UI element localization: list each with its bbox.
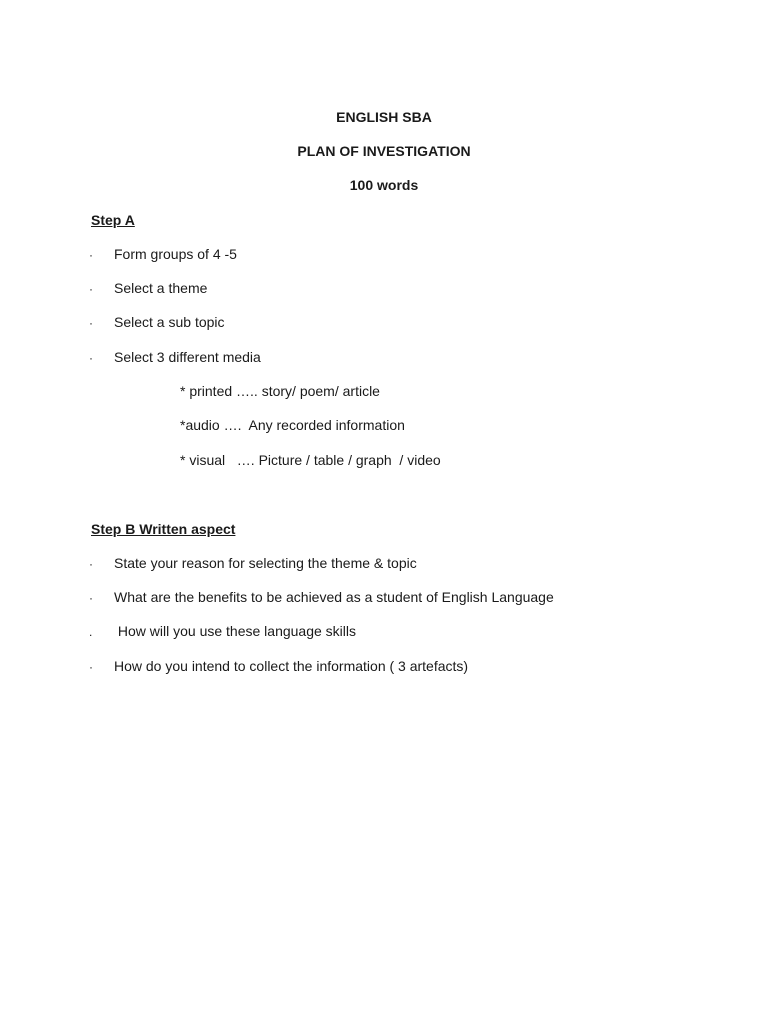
bullet-mark: · bbox=[89, 316, 93, 330]
list-item bbox=[89, 622, 356, 641]
list-item-text: What are the benefits to be achieved as a student of English Language bbox=[114, 589, 554, 605]
bullet-mark: · bbox=[89, 591, 93, 605]
media-item-visual: * visual …. Picture / table / graph / video bbox=[180, 452, 441, 468]
bullet-mark: · bbox=[89, 351, 93, 365]
bullet-mark: · bbox=[89, 660, 93, 674]
list-item-text: Form groups of 4 -5 bbox=[114, 246, 237, 262]
step-b-heading: Step B Written aspect bbox=[91, 521, 236, 537]
list-item-text: How will you use these language skills bbox=[114, 623, 357, 639]
list-item bbox=[89, 245, 237, 264]
list-item-text: Select a sub topic bbox=[114, 314, 225, 330]
list-item-text: State your reason for selecting the theme & topic bbox=[114, 555, 417, 571]
list-item-text: How do you intend to collect the information ( 3 artefacts) bbox=[114, 658, 469, 674]
list-item bbox=[89, 279, 207, 298]
list-item bbox=[89, 313, 225, 332]
list-item bbox=[89, 657, 468, 676]
word-count: 100 words bbox=[349, 177, 419, 193]
list-item bbox=[89, 348, 261, 367]
media-item-printed: * printed ….. story/ poem/ article bbox=[180, 383, 380, 399]
media-item-audio: *audio …. Any recorded information bbox=[180, 417, 405, 433]
bullet-mark: . bbox=[89, 625, 93, 639]
bullet-mark: · bbox=[89, 248, 93, 262]
bullet-mark: · bbox=[89, 282, 93, 296]
list-item-text: Select 3 different media bbox=[114, 349, 261, 365]
document-subtitle: PLAN OF INVESTIGATION bbox=[297, 143, 471, 159]
step-a-heading: Step A bbox=[91, 212, 135, 228]
list-item-text: Select a theme bbox=[114, 280, 208, 296]
list-item bbox=[89, 554, 417, 573]
document-title: ENGLISH SBA bbox=[336, 109, 432, 125]
list-item bbox=[89, 588, 554, 607]
bullet-mark: · bbox=[89, 557, 93, 571]
